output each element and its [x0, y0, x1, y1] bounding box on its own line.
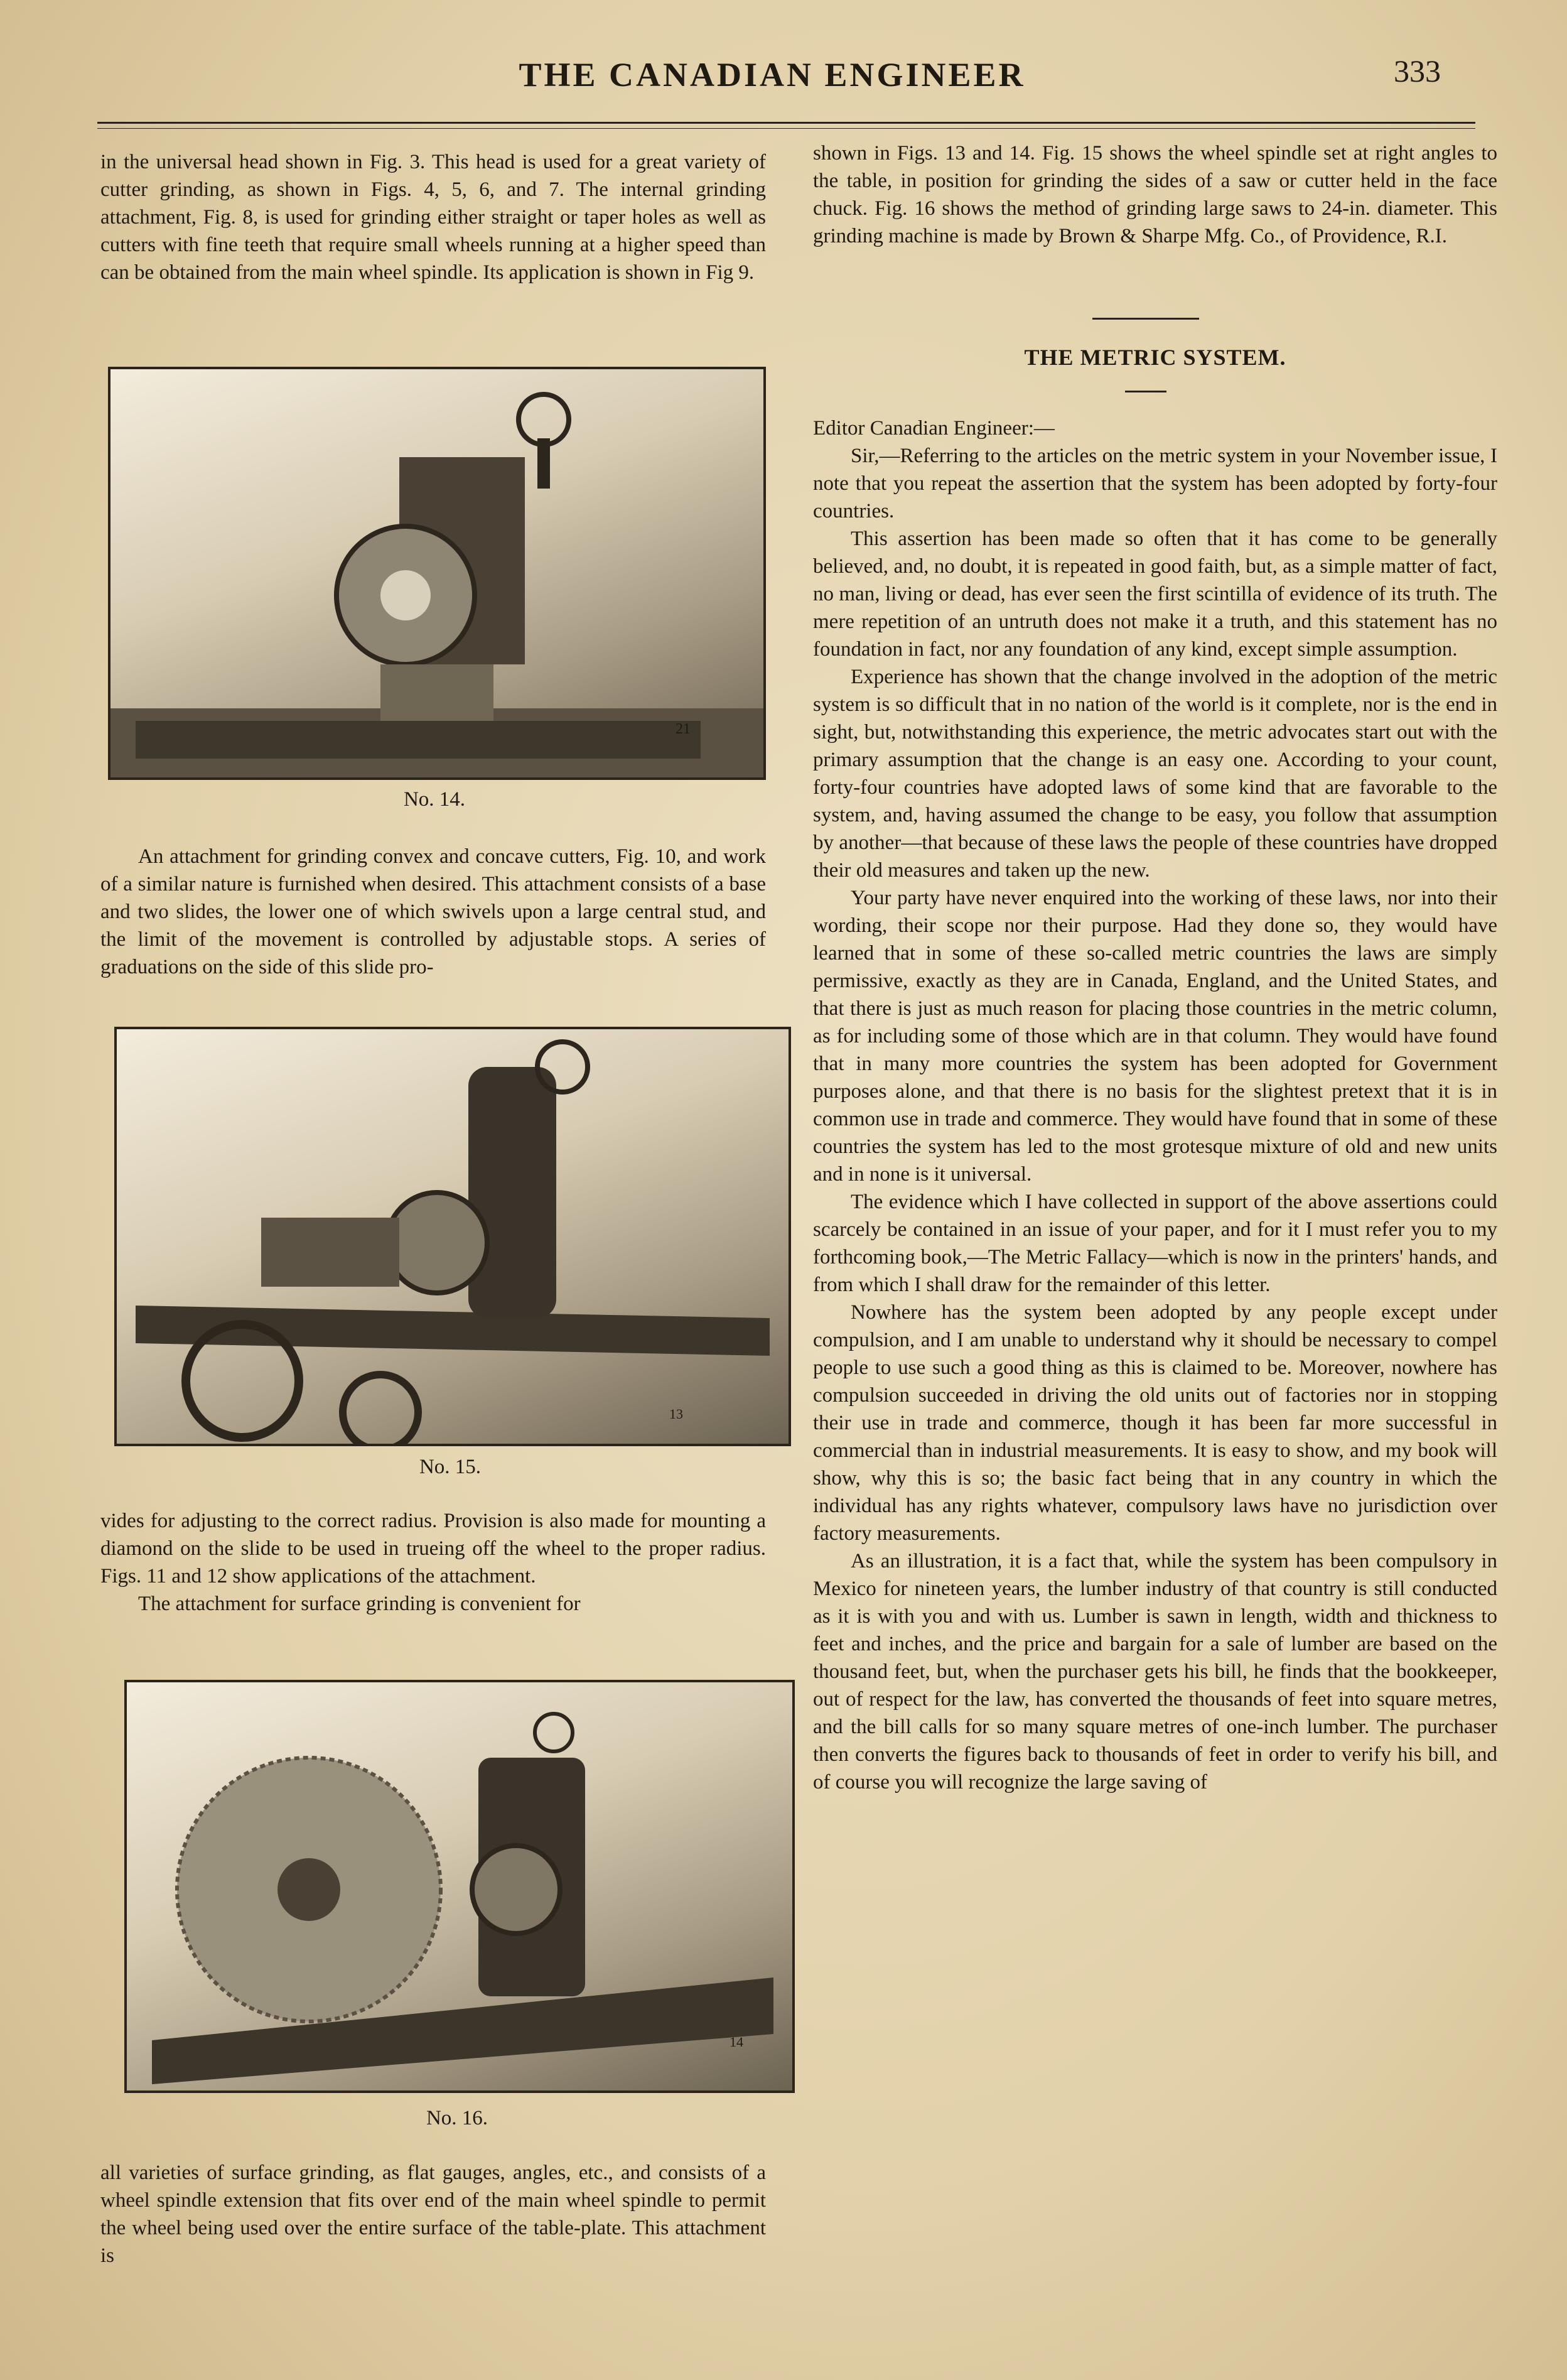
figure-16-photo — [124, 1680, 795, 2093]
grinding-machine-illustration — [117, 1029, 789, 1444]
paragraph: Nowhere has the system been adopted by any people except under compulsion, and I am unable to understand why it should be necessary to compel people to use such a good thing as this is claimed to be. Moreover, nowhere has compulsion succeeded in driving the old units out of factories nor in stopping their use in trade and commerce, though it has been far more successful in commercial than in industrial measurements. It is easy to show, and my book will show, why this is so; the basic fact being that in any country in which the individual has any rights whatever, compulsory laws have no jurisdiction over factory measurements. — [813, 1301, 1497, 1545]
title-underline — [1125, 391, 1166, 392]
left-text-block-4 — [100, 2159, 766, 2269]
paragraph: shown in Figs. 13 and 14. Fig. 15 shows the wheel spindle set at right angles to the table, in position for grinding the sides of a saw or cutter held in the face chuck. Fig. 16 shows the method of grinding large saws to 24-in. diameter. This grinding machine is made by Brown & Sharpe Mfg. Co., of Providence, R.I. — [813, 142, 1497, 247]
figure-15-photo — [114, 1027, 791, 1446]
figure-16-caption: No. 16. — [426, 2107, 488, 2129]
paragraph: Experience has shown that the change involved in the adoption of the metric system is so difficult that in no nation of the world is it complete, nor is the end in sight, but, notwithstanding this experience, the metric advocates start out with the primary assumption that the change is an easy one. According to your count, forty-four countries have adopted laws of some kind that are favorable to the system, and, having assumed the change to be easy, you follow that assumption by another—that because of these laws the people of these countries have dropped their old measures and taken up the new. — [813, 666, 1497, 882]
paragraph: Sir,—Referring to the articles on the metric system in your November issue, I note that you repeat the assertion that the system has been adopted by forty-four countries. — [813, 445, 1497, 522]
paragraph: vides for adjusting to the correct radius. Provision is also made for mounting a diamond on the slide to be used in trueing off the wheel to the proper radius. Figs. 11 and 12 show applications of the attachment. — [100, 1510, 766, 1588]
left-text-block-2 — [100, 843, 766, 981]
article-title: THE METRIC SYSTEM. — [1024, 345, 1286, 370]
saw-grinder-illustration — [127, 1682, 792, 2091]
header-rule-thin — [97, 128, 1475, 129]
paragraph: This assertion has been made so often that it has come to be generally believed, and, no doubt, it is repeated in good faith, but, as a simple matter of fact, no man, living or dead, has ever seen the first scintilla of evidence of its truth. The mere repetition of an untruth does not make it a truth, and this statement has no foundation in fact, nor any foundation of any kind, except simple assumption. — [813, 527, 1497, 661]
left-text-block-1 — [100, 148, 766, 286]
paragraph: The attachment for surface grinding is convenient for — [138, 1593, 581, 1615]
header-rule — [97, 122, 1475, 124]
figure-14-plate-number: 21 — [676, 721, 691, 737]
paragraph: An attachment for grinding convex and concave cutters, Fig. 10, and work of a similar nature is furnished when desired. This attachment consists of a base and two slides, the lower one of which swivels upon a large central stud, and the limit of the movement is controlled by adjustable stops. A series of graduations on the side of this slide pro- — [100, 845, 766, 978]
figure-14-caption: No. 14. — [403, 788, 466, 811]
paragraph: Your party have never enquired into the working of these laws, nor into their wording, their scope nor their purpose. Had they done so, they would have learned that in some of these so-called metric countries the laws are simply permissive, exactly as they are in Canada, England, and the United States, and that there is just as much reason for placing those countries in the metric column, as for including some of those which are in that column. They would have found that in many more countries the system has been adopted for Government purposes alone, and that there is no basis for the slightest pretext that it is in common use in trade and commerce. They would have found that in some of these countries the system has led to the most grotesque mixture of old and new units and in none is it universal. — [813, 887, 1497, 1186]
right-text-block-1 — [813, 139, 1497, 250]
figure-16-plate-number: 14 — [730, 2034, 743, 2050]
paragraph: all varieties of surface grinding, as flat gauges, angles, etc., and consists of a wheel spindle extension that fits over end of the main wheel spindle to permit the wheel being used over the entire surface of the table-plate. This attachment is — [100, 2161, 766, 2267]
figure-15-plate-number: 13 — [669, 1406, 683, 1422]
page-number: 333 — [1394, 53, 1441, 89]
figure-14-photo — [108, 367, 766, 780]
journal-title: THE CANADIAN ENGINEER — [519, 56, 1026, 94]
grinder-head-illustration — [110, 369, 763, 777]
paragraph: in the universal head shown in Fig. 3. This head is used for a great variety of cutter grinding, as shown in Figs. 4, 5, 6, and 7. The internal grinding attachment, Fig. 8, is used for grinding either straight or taper holes as well as cutters with fine teeth that require small wheels running at a higher speed than can be obtained from the main wheel spindle. Its application is shown in Fig 9. — [100, 151, 766, 284]
salutation: Editor Canadian Engineer:— — [813, 417, 1055, 440]
paragraph: As an illustration, it is a fact that, while the system has been compulsory in Mexico for nineteen years, the lumber industry of that country is still conducted as it is with you and with us. Lumber is sawn in length, width and thickness to feet and inches, and the price and bargain for a sale of lumber are based on the thousand feet, but, when the purchaser gets his bill, he finds that the bookkeeper, out of respect for the law, has converted the thousands of feet into square metres, and the bill calls for so many square metres of one-inch lumber. The purchaser then converts the figures back to thousands of feet in order to verify his bill, and of course you will recognize the large saving of — [813, 1550, 1497, 1793]
paragraph: The evidence which I have collected in support of the above assertions could scarcely be contained in an issue of your paper, and for it I must refer you to my forthcoming book,—The Metric Fallacy—which is now in the printers' hands, and from which I shall draw for the remainder of this letter. — [813, 1191, 1497, 1296]
figure-15-caption: No. 15. — [419, 1456, 482, 1478]
left-text-block-3 — [100, 1507, 766, 1618]
right-text-block-2 — [813, 414, 1497, 1796]
section-divider — [1092, 318, 1199, 320]
